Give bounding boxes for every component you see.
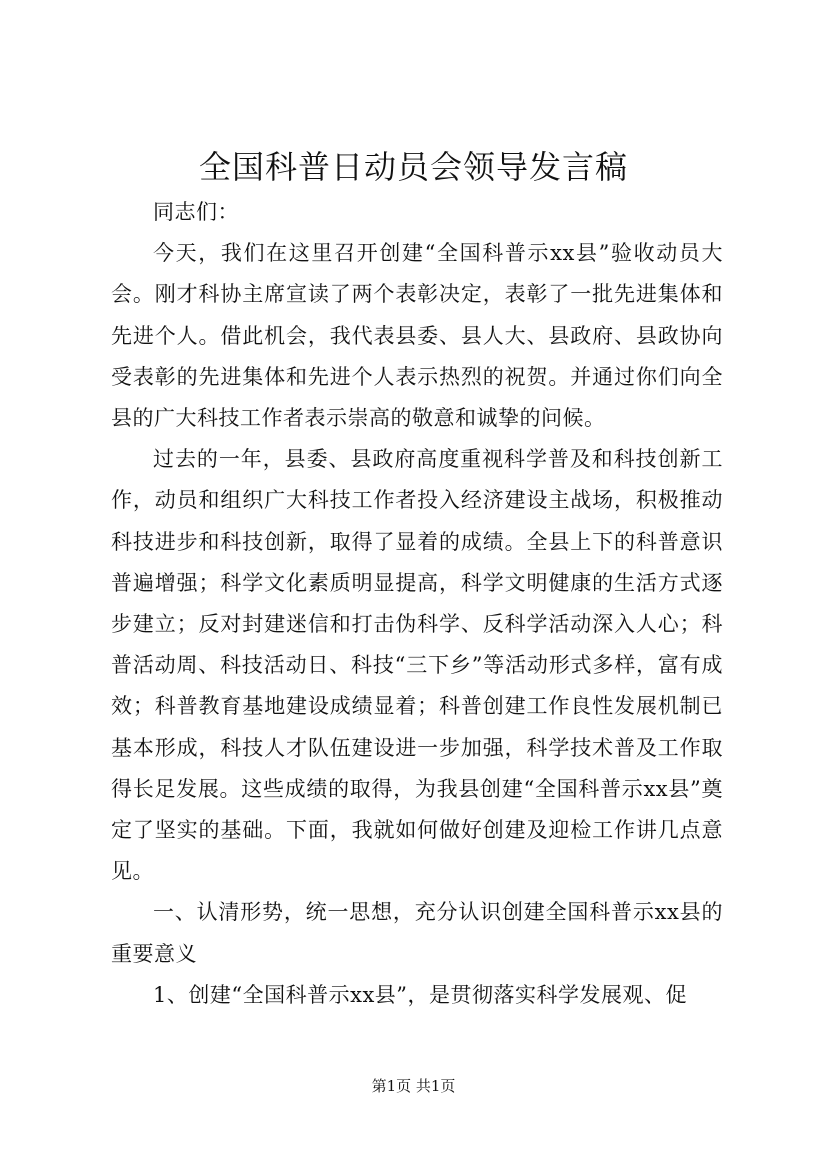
page-title: 全国科普日动员会领导发言稿 xyxy=(198,148,628,186)
body-paragraph: 过去的一年，县委、县政府高度重视科学普及和科技创新工作，动员和组织广大科技工作者投入经济建设主战场，积极推动科技进步和科技创新，取得了显着的成绩。全县上下的科普意识普遍增强；科学文化素质明显提高，科学文明健康的生活方式逐步建立；反对封建迷信和打击伪科学、反科学活动深入人心；科普活动周、科技活动日、科技“三下乡”等活动形式多样，富有成效；科普教育基地建设成绩显着；科普创建工作良性发展机制已基本形成，科技人才队伍建设进一步加强，科学技术普及工作取得长足发展。这些成绩的取得，为我县创建“全国科普示xx县”奠定了坚实的基础。下面，我就如何做好创建及迎检工作讲几点意见。 xyxy=(111,447,723,884)
page-number-footer: 第1页 共1页 xyxy=(371,1077,456,1095)
section-heading-paragraph: 一、认清形势，统一思想，充分认识创建全国科普示xx县的重要意义 xyxy=(111,900,723,966)
document-body xyxy=(111,192,723,1016)
body-paragraph: 1、创建“全国科普示xx县”，是贯彻落实科学发展观、促 xyxy=(153,982,688,1007)
body-paragraph: 今天，我们在这里召开创建“全国科普示xx县”验收动员大会。刚才科协主席宣读了两个表彰决定，表彰了一批先进集体和先进个人。借此机会，我代表县委、县人大、县政府、县政协向受表彰的先进集体和先进个人表示热烈的祝贺。并通过你们向全县的广大科技工作者表示崇高的敬意和诚挚的问候。 xyxy=(111,241,723,431)
salutation-paragraph: 同志们： xyxy=(153,200,239,224)
